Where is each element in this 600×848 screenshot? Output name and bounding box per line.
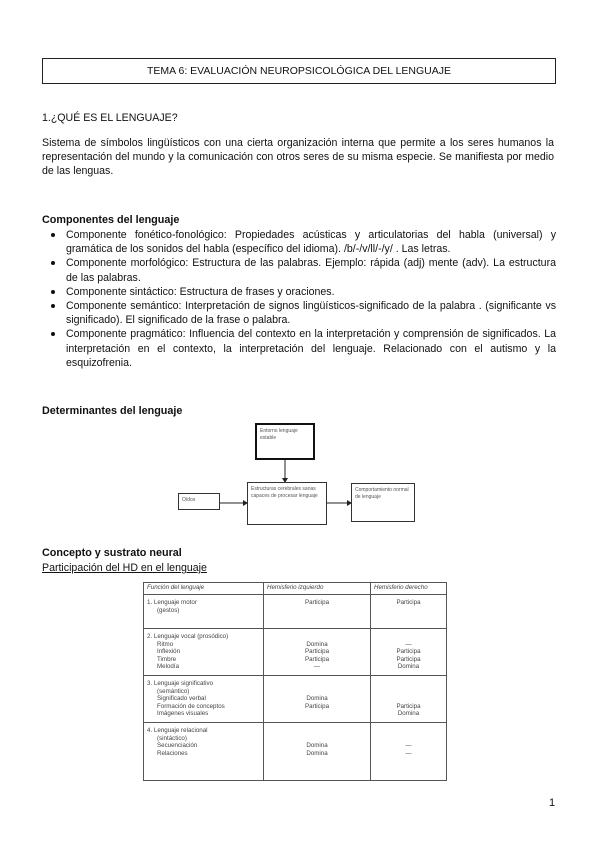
column-header: Función del lenguaje xyxy=(144,583,264,595)
table-cell xyxy=(371,676,447,723)
table-row xyxy=(144,595,447,629)
cell-line xyxy=(374,695,443,703)
definition-paragraph: Sistema de símbolos lingüísticos con una cierta organización interna que permite a los seres humanos la representación del mundo y la comunicación con otros seres de su misma especie. Se manifiesta por medio de las lenguas. xyxy=(42,137,554,178)
list-item: Componente fonético-fonológico: Propiedades acústicas y articulatorias del habla (universal) y gramática de los sonidos del habla (específico del idioma). /b/-/v/ll/-/y/ . Las letras. xyxy=(42,228,556,256)
document-title: TEMA 6: EVALUACIÓN NEUROPSICOLÓGICA DEL LENGUAJE xyxy=(42,58,556,84)
cell-line: Ritmo xyxy=(157,640,174,648)
cell-line xyxy=(374,688,443,696)
cell-line: Participa xyxy=(304,648,330,655)
cell-line xyxy=(267,688,367,696)
cell-line: — xyxy=(405,749,412,757)
page-number: 1 xyxy=(549,797,556,809)
cell-line: Participa xyxy=(396,648,421,655)
determinants-heading: Determinantes del lenguaje xyxy=(42,405,183,417)
cell-line: Imágenes visuales xyxy=(157,710,209,717)
table-cell xyxy=(371,629,447,676)
table-cell xyxy=(144,595,264,629)
cell-line: Domina xyxy=(397,710,420,717)
cell-line xyxy=(374,727,443,735)
list-item: Componente morfológico: Estructura de las palabras. Ejemplo: rápida (adj) mente (adv). La estructura de las palabras. xyxy=(42,256,556,284)
cell-line: Domina xyxy=(306,695,328,702)
cell-line: — xyxy=(313,663,321,670)
table-cell xyxy=(371,723,447,781)
cell-line: (gestos) xyxy=(157,606,180,614)
cell-line: Formación de conceptos xyxy=(157,702,225,710)
cell-line: Relaciones xyxy=(157,749,188,757)
diagram-box-ears: Oídos xyxy=(178,493,220,510)
table-cell xyxy=(264,723,371,781)
cell-line: — xyxy=(405,640,412,648)
cell-line xyxy=(267,727,367,735)
cell-line xyxy=(374,680,443,688)
cell-line: Melodía xyxy=(157,663,180,670)
cell-line: Secuenciación xyxy=(157,742,198,749)
table-row xyxy=(144,676,447,723)
section-heading: 1.¿QUÉ ES EL LENGUAJE? xyxy=(42,112,178,124)
cell-line xyxy=(267,680,367,688)
cell-line xyxy=(267,735,367,743)
table-cell xyxy=(371,595,447,629)
cell-line: 2. Lenguaje vocal (prosódico) xyxy=(147,633,229,640)
cell-line: Participa xyxy=(396,655,421,663)
cell-line: (sintáctico) xyxy=(157,734,187,742)
diagram-box-environment: Entorno lenguaje estable xyxy=(255,423,315,460)
diagram-box-brain: Estructuras cerebrales sanas capaces de procesar lenguaje xyxy=(247,482,327,525)
cell-line xyxy=(374,735,443,743)
table-cell xyxy=(144,723,264,781)
cell-line: 1. Lenguaje motor xyxy=(147,599,197,606)
diagram-box-behavior: Comportamiento normal de lenguaje xyxy=(351,483,415,522)
list-item: Componente sintáctico: Estructura de frases y oraciones. xyxy=(42,285,556,299)
cell-line: Domina xyxy=(306,749,328,757)
table-header-row xyxy=(144,583,447,595)
cell-line: — xyxy=(405,742,412,749)
cell-line: Participa xyxy=(396,702,421,710)
cell-line xyxy=(267,633,367,641)
cell-line xyxy=(374,633,443,641)
table-row xyxy=(144,629,447,676)
table-cell xyxy=(264,676,371,723)
table-row xyxy=(144,723,447,781)
cell-line: (semántico) xyxy=(157,687,190,695)
cell-line: Domina xyxy=(306,640,328,648)
cell-line: Participa xyxy=(396,599,421,606)
neural-heading: Concepto y sustrato neural xyxy=(42,547,182,559)
column-header: Hemisferio izquierdo xyxy=(264,583,371,595)
column-header: Hemisferio derecho xyxy=(371,583,447,595)
cell-line xyxy=(267,710,367,718)
table-cell xyxy=(264,629,371,676)
cell-line: Inflexión xyxy=(157,648,181,655)
cell-line: Timbre xyxy=(157,655,177,663)
cell-line: Significado verbal xyxy=(157,695,206,702)
cell-line: 3. Lenguaje significativo xyxy=(147,680,214,687)
cell-line: Domina xyxy=(306,742,328,749)
cell-line: Participa xyxy=(304,599,330,606)
table-cell xyxy=(144,629,264,676)
list-item: Componente semántico: Interpretación de signos lingüísticos-significado de la palabra . (significante vs significado). El significado de la frase o palabra. xyxy=(42,299,556,327)
cell-line: Domina xyxy=(397,663,420,670)
neural-subheading: Participación del HD en el lenguaje xyxy=(42,562,207,574)
list-item: Componente pragmático: Influencia del contexto en la interpretación y comprensión de significados. La interpretación en el contexto, la interpretación del lenguaje. Relacionado con el autismo y la esquizofrenia. xyxy=(42,327,556,370)
cell-line: Participa xyxy=(304,655,330,663)
cell-line: Participa xyxy=(304,702,330,710)
components-heading: Componentes del lenguaje xyxy=(42,214,180,226)
hemisphere-table xyxy=(143,582,447,781)
table-cell xyxy=(144,676,264,723)
cell-line: 4. Lenguaje relacional xyxy=(147,727,208,734)
table-cell xyxy=(264,595,371,629)
